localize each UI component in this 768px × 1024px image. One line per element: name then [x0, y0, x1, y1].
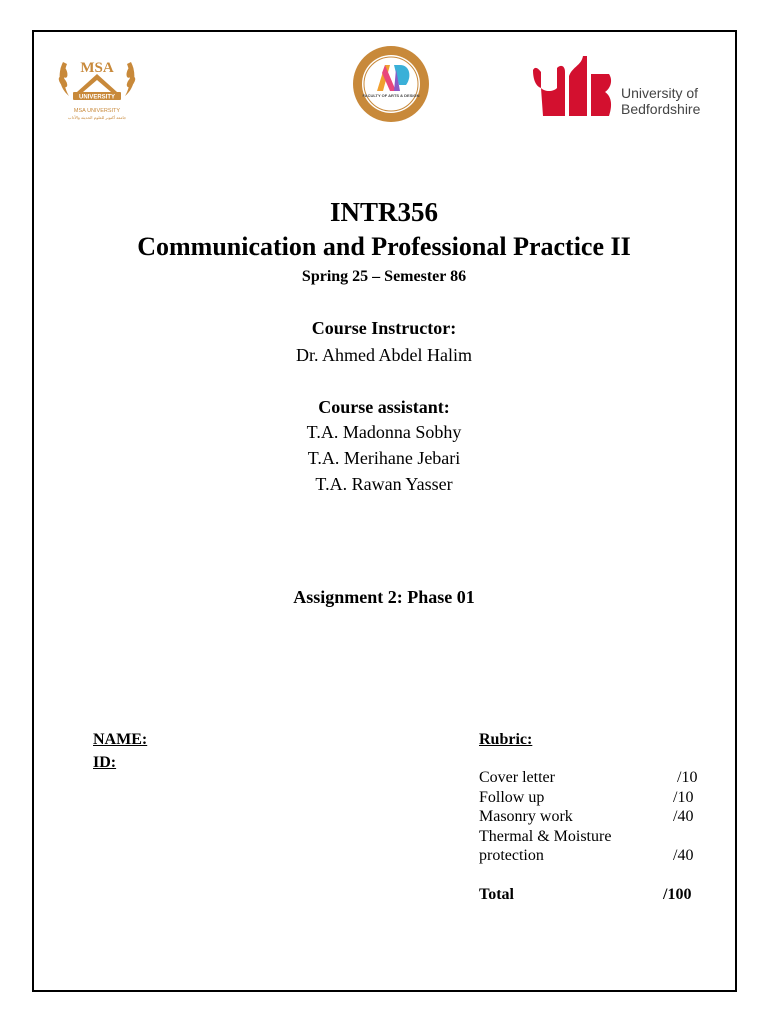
svg-text:MSA: MSA	[80, 60, 114, 76]
page-border	[32, 30, 737, 992]
rubric-item-label: Thermal & Moisture	[479, 828, 612, 845]
rubric-item-label-cont: protection	[479, 847, 544, 864]
name-label: NAME:	[93, 731, 148, 748]
university-of-bedfordshire-logo	[531, 52, 707, 118]
assistant-heading: Course assistant:	[318, 397, 450, 417]
svg-text:UNIVERSITY: UNIVERSITY	[78, 94, 116, 101]
instructor-heading: Course Instructor:	[311, 318, 457, 338]
assistant-name: T.A. Rawan Yasser	[315, 474, 453, 494]
msa-university-logo	[55, 52, 139, 122]
course-title: Communication and Professional Practice II	[137, 232, 631, 261]
svg-text:University of: University of	[621, 85, 699, 101]
rubric-item-marks: /40	[673, 808, 694, 825]
assistant-name: T.A. Merihane Jebari	[307, 448, 461, 468]
rubric-item-marks: /40	[673, 847, 694, 864]
semester-label: Spring 25 – Semester 86	[301, 268, 467, 285]
faculty-arts-design-seal	[352, 45, 430, 123]
rubric-item-label: Follow up	[479, 789, 545, 806]
assignment-title: Assignment 2: Phase 01	[293, 587, 475, 607]
svg-text:MSA UNIVERSITY: MSA UNIVERSITY	[73, 108, 121, 114]
rubric-heading: Rubric:	[479, 731, 533, 748]
rubric-item-marks: /10	[673, 789, 694, 806]
svg-text:Bedfordshire: Bedfordshire	[621, 101, 701, 117]
id-label: ID:	[93, 754, 117, 771]
rubric-total-marks: /100	[663, 886, 692, 903]
rubric-item-label: Masonry work	[479, 808, 573, 825]
svg-text:جامعة أكتوبر للعلوم الحديثة وا: جامعة أكتوبر للعلوم الحديثة والآداب	[67, 115, 127, 120]
rubric-total-label: Total	[479, 886, 514, 903]
svg-text:FACULTY OF ARTS & DESIGN: FACULTY OF ARTS & DESIGN	[362, 93, 420, 98]
rubric-item-label: Cover letter	[479, 769, 555, 786]
course-code: INTR356	[329, 197, 438, 227]
instructor-name: Dr. Ahmed Abdel Halim	[296, 345, 472, 365]
rubric-item-marks: /10	[677, 769, 698, 786]
assistant-name: T.A. Madonna Sobhy	[306, 422, 462, 442]
